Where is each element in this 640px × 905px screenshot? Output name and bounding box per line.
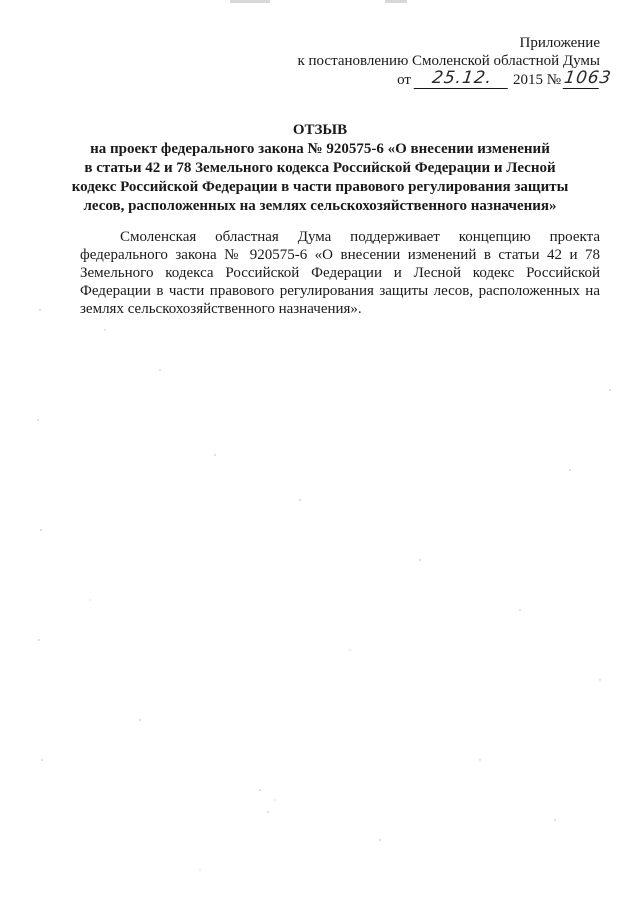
handwritten-date: 25.12. [414, 70, 511, 89]
date-prefix: от [397, 72, 411, 88]
scan-artifact [230, 0, 270, 3]
appendix-header [240, 34, 613, 89]
title-line: лесов, расположенных на землях сельскохозяйственного назначения» [83, 198, 557, 214]
title-line: на проект федерального закона № 920575-6 «О внесении изменений [90, 141, 550, 157]
title-heading: ОТЗЫВ [292, 122, 348, 138]
title-line: в статьи 42 и 78 Земельного кодекса Российской Федерации и Лесной [84, 160, 556, 176]
appendix-label: Приложение [519, 35, 600, 51]
appendix-resolution-ref: к постановлению Смоленской областной Думы [297, 53, 600, 69]
handwritten-number: 1063 [562, 68, 613, 88]
appendix-date-line [240, 68, 613, 89]
document-title [40, 121, 600, 216]
scan-artifact [385, 0, 407, 3]
title-line: кодекс Российской Федерации в части правового регулирования защиты [71, 179, 569, 195]
body-paragraph: Смоленская областная Дума поддерживает концепцию проекта федерального закона № 920575-6 «О внесении изменений в статьи 42 и 78 Земельного кодекса Российской Федерации и Лесной кодекс Российской Федерации в части правового регулирования защиты лесов, расположенных на землях сельскохозяйственного назначения». [80, 229, 600, 317]
year-and-number-sign: 2015 № [512, 72, 561, 88]
document-body [80, 228, 600, 318]
